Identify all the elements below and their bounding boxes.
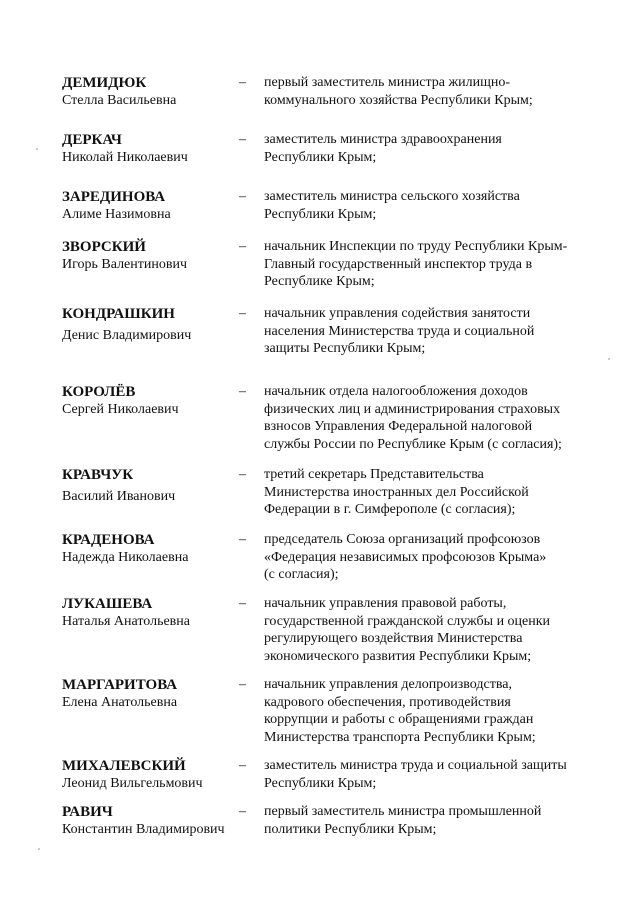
- description-line: защиты Республики Крым;: [264, 341, 426, 356]
- description-line: экономического развития Республики Крым;: [264, 648, 532, 664]
- person-given-name: Сергей Николаевич: [62, 402, 179, 417]
- separator-dash: –: [239, 532, 246, 547]
- description-line: регулирующего воздействия Министерства: [264, 631, 523, 646]
- description-line: начальник управления содействия занятости: [264, 306, 531, 321]
- position-description: [264, 131, 604, 166]
- person-given-name: Денис Владимирович: [62, 328, 192, 343]
- description-line: Республике Крым;: [264, 274, 375, 289]
- person-given-name: Елена Анатольевна: [62, 695, 178, 710]
- position-description: [264, 188, 604, 223]
- person-surname: МИХАЛЕВСКИЙ: [62, 758, 186, 774]
- person-surname: РАВИЧ: [62, 804, 113, 820]
- description-line: населения Министерства труда и социальной: [264, 323, 535, 339]
- description-line: Министерства транспорта Республики Крым;: [264, 729, 536, 745]
- separator-dash: –: [239, 132, 246, 147]
- person-given-name: Игорь Валентинович: [62, 257, 188, 272]
- person-given-name: Надежда Николаевна: [62, 550, 189, 565]
- person-surname: ЛУКАШЕВА: [62, 596, 153, 612]
- scan-speck: [36, 148, 38, 150]
- position-description: [264, 238, 604, 291]
- separator-dash: –: [239, 239, 246, 254]
- person-surname: МАРГАРИТОВА: [62, 677, 178, 693]
- description-line: начальник отдела налогообложения доходов: [264, 384, 528, 399]
- scan-speck: [38, 848, 40, 850]
- person-given-name: Наталья Анатольевна: [62, 614, 191, 629]
- separator-dash: –: [239, 306, 246, 321]
- description-line: первый заместитель министра жилищно-: [264, 75, 511, 90]
- position-description: [264, 74, 604, 109]
- person-surname: КРАДЕНОВА: [62, 532, 155, 548]
- description-line: государственной гражданской службы и оценки: [264, 613, 551, 629]
- person-surname: ДЕМИДЮК: [62, 75, 147, 91]
- description-line: «Федерация независимых профсоюзов Крыма»: [264, 549, 547, 565]
- separator-dash: –: [239, 189, 246, 204]
- description-line: Республики Крым;: [264, 206, 377, 222]
- person-surname: ЗАРЕДИНОВА: [62, 189, 166, 205]
- person-surname: КОНДРАШКИН: [62, 306, 175, 322]
- description-line: первый заместитель министра промышленной: [264, 804, 542, 819]
- person-given-name: Константин Владимирович: [62, 822, 225, 837]
- position-description: [264, 595, 604, 665]
- position-description: [264, 676, 604, 746]
- person-given-name: Алиме Назимовна: [62, 207, 171, 222]
- person-surname: ЗВОРСКИЙ: [62, 239, 146, 255]
- separator-dash: –: [239, 467, 246, 482]
- description-line: взносов Управления Федеральной налоговой: [264, 419, 533, 434]
- separator-dash: –: [239, 758, 246, 773]
- scan-speck: [608, 358, 610, 360]
- description-line: физических лиц и администрирования страховых: [264, 401, 561, 417]
- description-line: начальник управления правовой работы,: [264, 596, 507, 611]
- position-description: [264, 305, 604, 358]
- description-line: коммунального хозяйства Республики Крым;: [264, 92, 533, 108]
- person-given-name: Николай Николаевич: [62, 150, 188, 165]
- separator-dash: –: [239, 804, 246, 819]
- description-line: заместитель министра сельского хозяйства: [264, 189, 520, 204]
- description-line: Республики Крым;: [264, 775, 377, 791]
- person-surname: КРАВЧУК: [62, 467, 134, 483]
- description-line: начальник Инспекции по труду Республики Крым-: [264, 239, 568, 254]
- position-description: [264, 383, 604, 453]
- separator-dash: –: [239, 384, 246, 399]
- description-line: Министерства иностранных дел Российской: [264, 484, 529, 500]
- person-surname: ДЕРКАЧ: [62, 132, 122, 148]
- position-description: [264, 531, 604, 584]
- description-line: коррупции и работы с обращениями граждан: [264, 712, 534, 727]
- description-line: (с согласия);: [264, 567, 339, 582]
- description-line: Республики Крым;: [264, 149, 377, 165]
- position-description: [264, 803, 604, 838]
- description-line: третий секретарь Представительства: [264, 467, 484, 482]
- description-line: заместитель министра труда и социальной защиты: [264, 758, 567, 773]
- person-given-name: Василий Иванович: [62, 489, 176, 504]
- position-description: [264, 757, 604, 792]
- description-line: Федерации в г. Симферополе (с согласия);: [264, 502, 516, 517]
- separator-dash: –: [239, 677, 246, 692]
- description-line: политики Республики Крым;: [264, 821, 437, 837]
- position-description: [264, 466, 604, 519]
- description-line: председатель Союза организаций профсоюзов: [264, 532, 541, 547]
- person-surname: КОРОЛЁВ: [62, 384, 136, 400]
- description-line: кадрового обеспечения, противодействия: [264, 694, 511, 710]
- description-line: службы России по Республике Крым (с согласия);: [264, 436, 562, 452]
- separator-dash: –: [239, 75, 246, 90]
- description-line: заместитель министра здравоохранения: [264, 132, 502, 147]
- person-given-name: Стелла Васильевна: [62, 93, 177, 108]
- person-given-name: Леонид Вильгельмович: [62, 776, 203, 791]
- description-line: начальник управления делопроизводства,: [264, 677, 512, 692]
- description-line: Главный государственный инспектор труда в: [264, 256, 533, 272]
- separator-dash: –: [239, 596, 246, 611]
